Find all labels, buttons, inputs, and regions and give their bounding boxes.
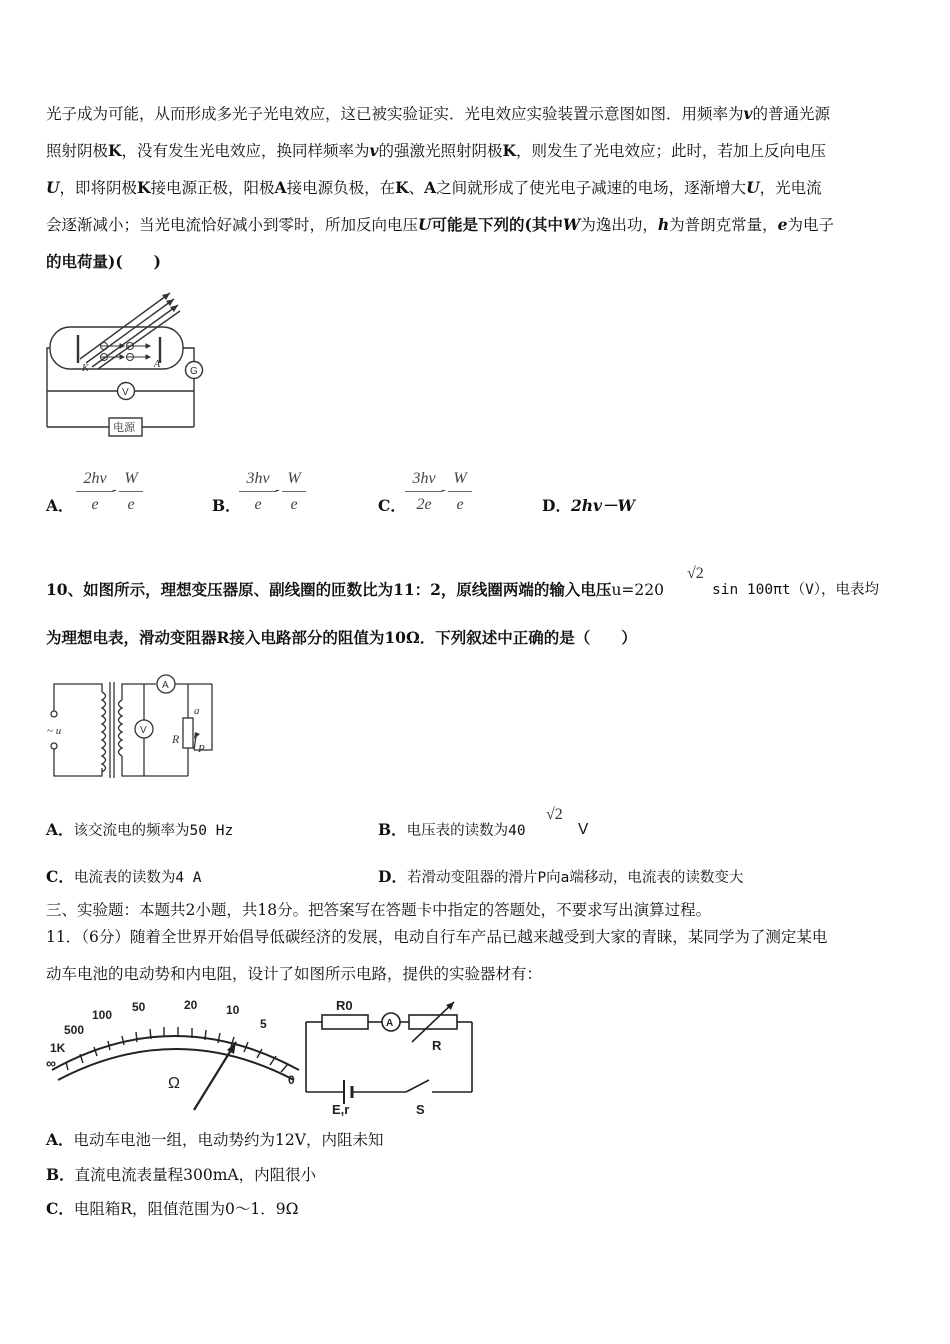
q9-line-3 — [46, 178, 822, 198]
denominator: 2e — [416, 496, 432, 513]
q10-text: 10、如图所示，理想变压器原、副线圈的匝数比为11：2，原线圈两端的输入电压 — [46, 580, 612, 599]
q11-line-1: 11．（6分）随着全世界开始倡导低碳经济的发展，电动自行车产品已越来越受到大家的青睐，某同学为了测定某电 — [46, 928, 828, 946]
q10-option-b — [378, 820, 526, 841]
q9-text: 接电源负极，在 — [286, 179, 396, 197]
q9-text: 为电子 — [787, 216, 835, 234]
numerator: 3hν — [405, 470, 443, 492]
q9-text: 照射阴极 — [46, 142, 109, 160]
q10-option-a — [46, 820, 233, 841]
q9-line-2 — [46, 141, 826, 161]
numerator: 3hν — [239, 470, 277, 492]
q9-option-b-minus: - — [275, 482, 280, 498]
dial-label: 50 — [132, 1000, 146, 1014]
q10-text: u=220 — [611, 581, 664, 599]
q10-line-1-tail — [712, 580, 879, 600]
q10-text: sin 100πt（V），电表均 — [712, 582, 880, 598]
q9-symbol-u: U — [46, 178, 60, 197]
dial-label: Ω — [168, 1075, 180, 1092]
q9-option-c-label: C． — [378, 496, 406, 515]
q9-symbol-h: h — [657, 215, 670, 234]
dial-label: 1K — [50, 1041, 66, 1055]
q9-option-c-frac1 — [405, 470, 443, 514]
section-3-heading: 三、实验题：本题共2小题，共18分。把答案写在答题卡中指定的答题处，不要求写出演算过程。 — [46, 901, 712, 919]
label-rheostat: R — [432, 1038, 442, 1053]
q9-option-d-expr: 2hv－W — [570, 496, 635, 515]
q9-text: 之间就形成了使光电子减速的电场，逐渐增大 — [436, 179, 747, 197]
q9-symbol-u: U — [746, 178, 760, 197]
label-a-end: a — [194, 705, 200, 717]
q9-symbol-nu: v — [369, 141, 379, 160]
q9-line-5 — [46, 252, 161, 272]
dial-label: 500 — [64, 1023, 85, 1037]
q9-symbol-a: A — [274, 178, 287, 197]
label-voltmeter: V — [140, 725, 147, 736]
transformer-figure — [44, 670, 224, 785]
q9-text: 接电源正极，阳极 — [150, 179, 275, 197]
q9-symbol-nu: v — [743, 104, 753, 123]
q10-option-b-sqrt: √2 — [546, 806, 563, 823]
q9-line-1 — [46, 104, 830, 124]
q11-line-2: 动车电池的电动势和内电阻，设计了如图所示电路，提供的实验器材有： — [46, 965, 543, 983]
label-ammeter: A — [162, 680, 169, 691]
item-text: 电阻箱R，阻值范围为0～1．9Ω — [73, 1200, 299, 1218]
q9-option-a-frac2 — [119, 470, 143, 514]
q9-text: 可能是下列的(其中 — [431, 215, 563, 234]
q10-option-d — [378, 867, 743, 888]
label-switch: S — [416, 1102, 425, 1117]
q9-line-4 — [46, 215, 834, 235]
option-label: C． — [46, 867, 74, 886]
denominator: e — [91, 496, 99, 513]
label-ammeter: A — [386, 1018, 394, 1029]
q10-sqrt-2: √2 — [687, 565, 704, 582]
numerator: W — [119, 470, 143, 492]
q9-symbol-a: A — [424, 178, 437, 197]
q9-text: 会逐渐减小；当光电流恰好减小到零时，所加反向电压 — [46, 216, 419, 234]
q9-text: 的强激光照射阴极 — [378, 142, 503, 160]
label-battery: E,r — [332, 1102, 350, 1117]
option-text: 电压表的读数为40 — [406, 823, 526, 839]
numerator: W — [448, 470, 472, 492]
denominator: e — [456, 496, 464, 513]
denominator: e — [290, 496, 298, 513]
denominator: e — [127, 496, 135, 513]
label-g: G — [190, 366, 198, 377]
q11-item-c — [46, 1199, 298, 1219]
option-text: 电流表的读数为4 A — [73, 870, 202, 886]
photoelectric-figure — [42, 283, 212, 438]
q9-text: 为逸出功， — [580, 216, 658, 234]
item-label: B． — [46, 1165, 75, 1184]
label-power: 电源 — [113, 421, 135, 434]
dial-label: 10 — [226, 1003, 240, 1017]
label-p: P — [198, 743, 205, 755]
q10-option-b-unit: V — [578, 821, 589, 838]
numerator: 2hν — [76, 470, 114, 492]
q9-symbol-k: K — [395, 178, 409, 197]
dial-label: 5 — [260, 1017, 267, 1031]
q10-line-2 — [46, 628, 637, 648]
q9-option-a-minus: - — [112, 482, 117, 498]
dial-label: ∞ — [46, 1055, 56, 1071]
q9-symbol-w: W — [562, 215, 581, 234]
item-label: A． — [46, 1130, 74, 1149]
dial-label: 0 — [288, 1073, 295, 1087]
q9-symbol-e: e — [777, 215, 788, 234]
q9-option-c-minus: - — [441, 482, 446, 498]
label-v: V — [122, 387, 129, 398]
q9-text: 光子成为可能，从而形成多光子光电效应，这已被实验证实．光电效应实验装置示意图如图．用频率为 — [46, 105, 744, 123]
option-label: B． — [378, 820, 407, 839]
q9-option-a-frac1 — [76, 470, 114, 514]
q9-option-c-frac2 — [448, 470, 472, 514]
q9-option-b-label: B． — [212, 496, 241, 515]
q10-option-c — [46, 867, 202, 888]
dial-label: 100 — [92, 1008, 113, 1022]
label-u: ~ u — [47, 725, 62, 737]
q11-item-b — [46, 1165, 316, 1185]
dial-label: 20 — [184, 998, 198, 1012]
item-text: 电动车电池一组，电动势约为12V，内阻未知 — [73, 1131, 384, 1149]
numerator: W — [282, 470, 306, 492]
option-text: 该交流电的频率为50 Hz — [73, 823, 234, 839]
ohmmeter-figure — [44, 992, 484, 1117]
item-text: 直流电流表量程300mA，内阻很小 — [74, 1166, 317, 1184]
label-r: R — [172, 732, 180, 746]
q10-line-1 — [46, 580, 664, 600]
q9-text: 、 — [408, 179, 425, 197]
option-text: 若滑动变阻器的滑片P向a端移动，电流表的读数变大 — [406, 870, 744, 886]
q9-text: ，则发生了光电效应；此时，若加上反向电压 — [516, 142, 827, 160]
option-label: A． — [46, 820, 74, 839]
q9-text: ，光电流 — [759, 179, 822, 197]
q9-symbol-k: K — [137, 178, 151, 197]
label-r0: R0 — [336, 998, 353, 1013]
q9-option-a-label: A． — [46, 496, 74, 515]
q9-text: ，没有发生光电效应，换同样频率为 — [121, 142, 370, 160]
q9-symbol-u: U — [418, 215, 432, 234]
q9-option-b-frac2 — [282, 470, 306, 514]
q9-option-d — [542, 496, 635, 516]
label-a: A — [154, 359, 161, 370]
q9-text: 为普朗克常量， — [669, 216, 778, 234]
q9-text: ，即将阴极 — [59, 179, 138, 197]
option-label: D． — [378, 867, 407, 886]
denominator: e — [254, 496, 262, 513]
q9-option-b-frac1 — [239, 470, 277, 514]
q11-item-a — [46, 1130, 383, 1150]
q10-text: 为理想电表，滑动变阻器R接入电路部分的阻值为10Ω．下列叙述中正确的是（ ） — [46, 628, 637, 647]
q9-text: 的普通光源 — [752, 105, 831, 123]
q9-text: 的电荷量)( ) — [46, 252, 162, 271]
label-k: K — [82, 363, 89, 374]
q9-symbol-k: K — [502, 141, 517, 160]
item-label: C． — [46, 1199, 74, 1218]
q9-symbol-k: K — [108, 141, 122, 160]
q9-option-d-label: D． — [542, 496, 571, 515]
